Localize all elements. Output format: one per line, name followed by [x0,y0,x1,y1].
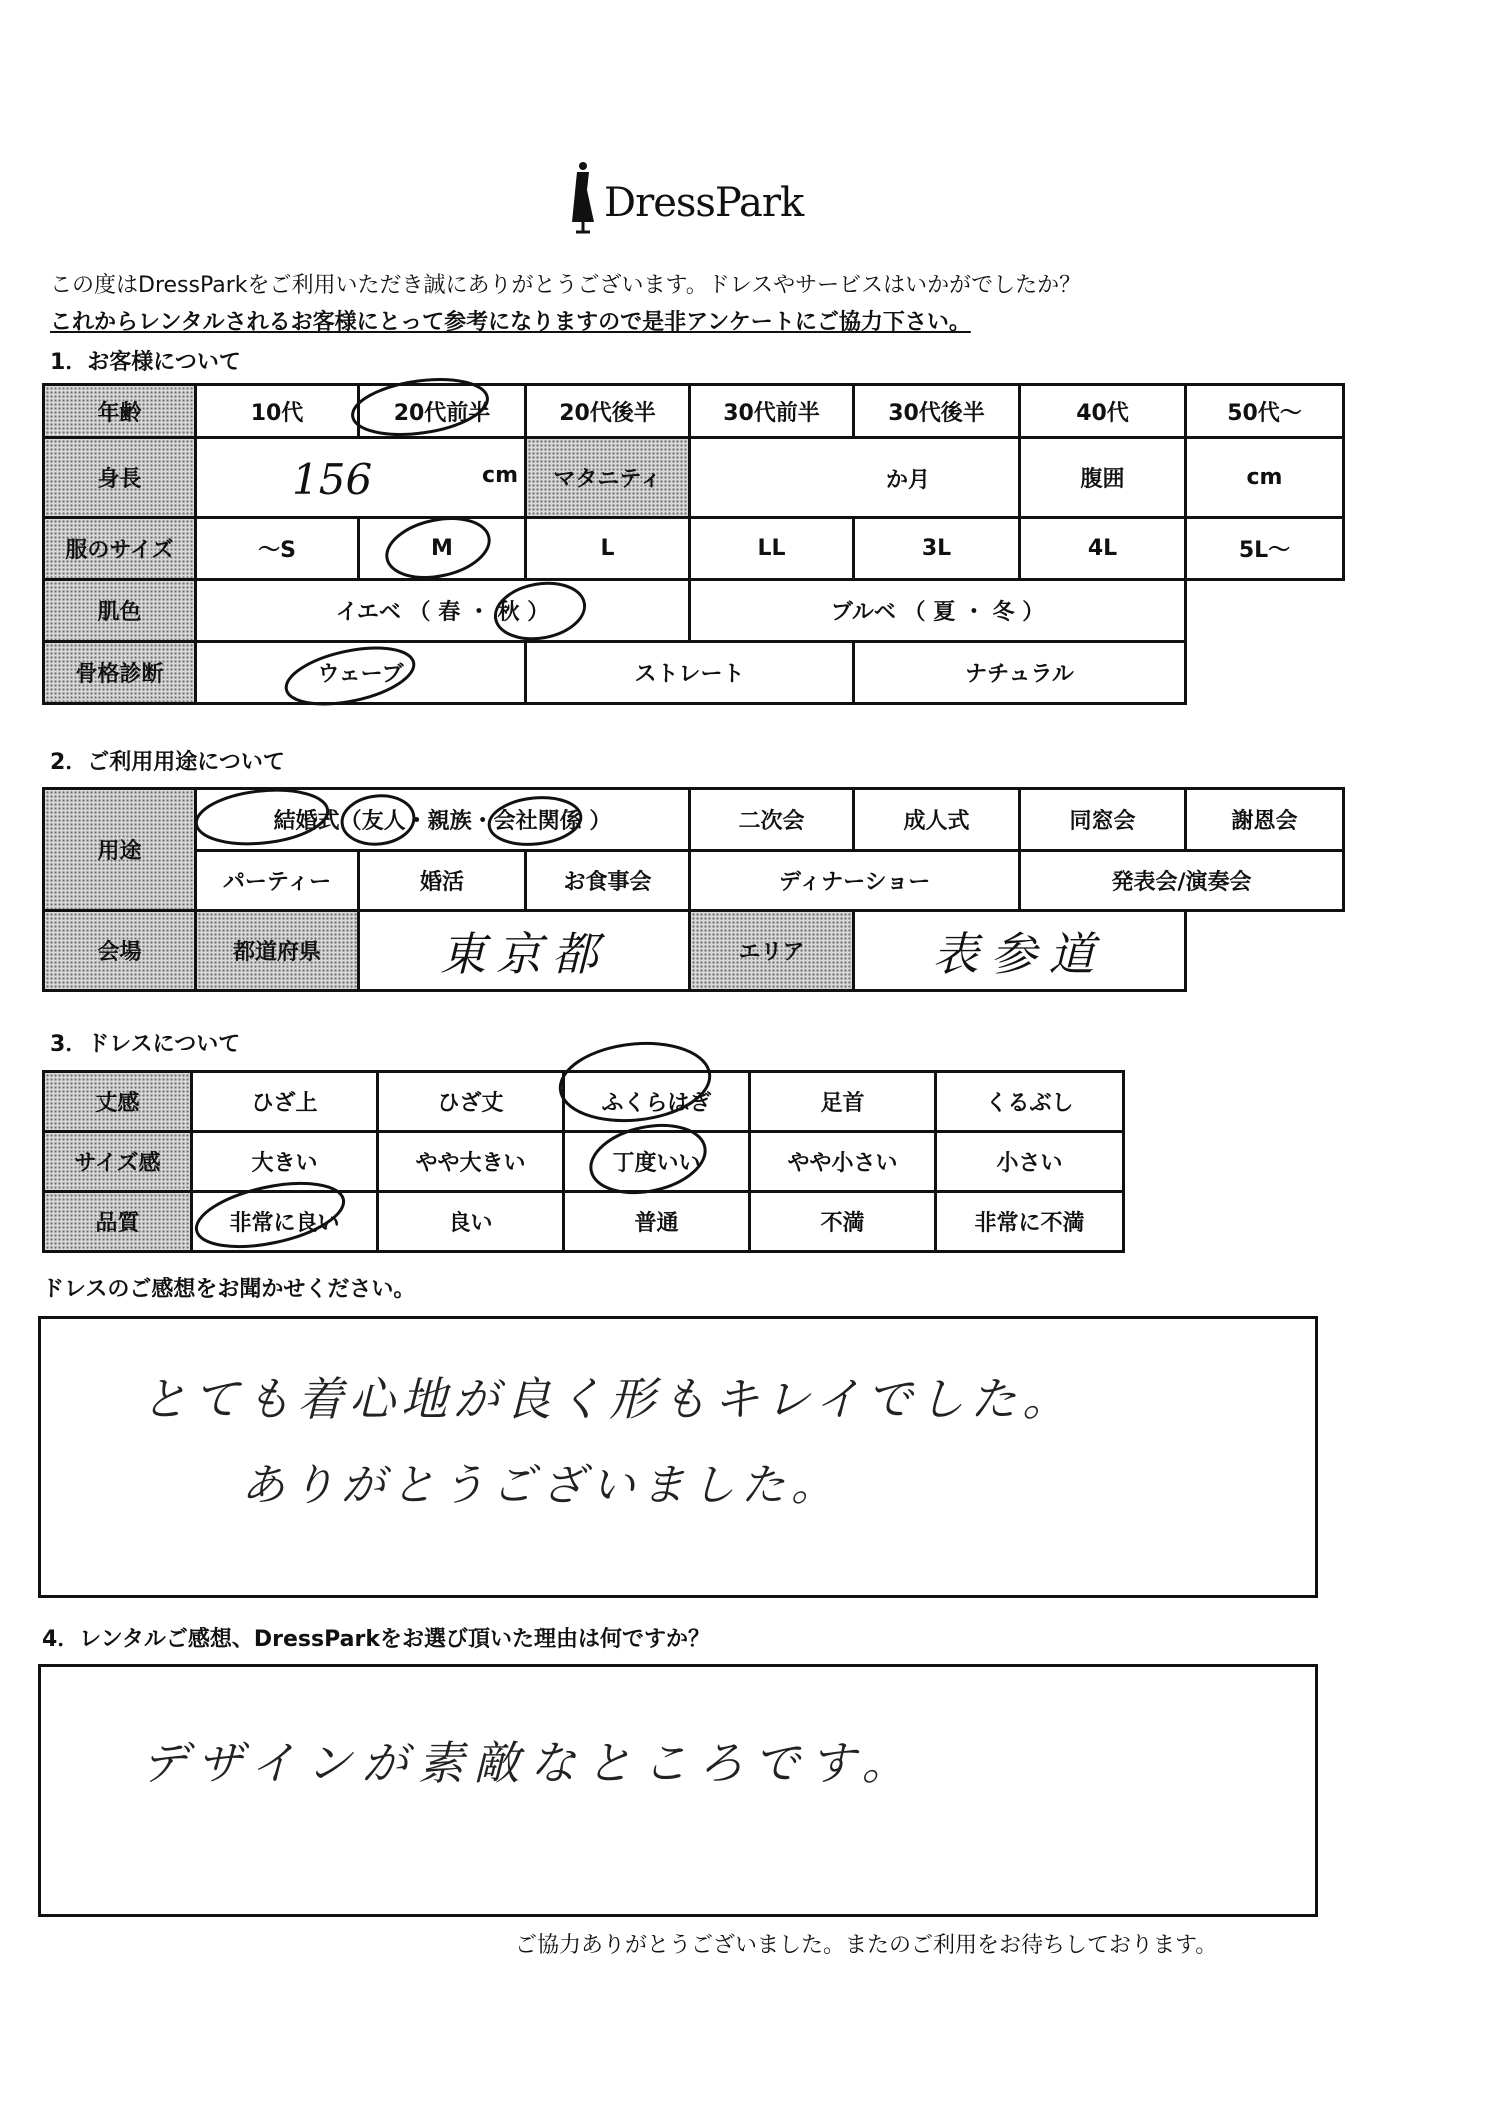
usage-option[interactable]: ディナーショー [690,851,1020,911]
waist-unit[interactable]: cm [1186,438,1344,518]
prefecture-label: 都道府県 [196,911,359,991]
quality-option[interactable]: 良い [378,1192,564,1252]
age-option[interactable]: 10代 [196,385,359,438]
reason-box[interactable] [38,1664,1318,1917]
age-option[interactable]: 40代 [1020,385,1186,438]
usage-option[interactable]: 同窓会 [1020,789,1186,851]
dress-comment-box[interactable] [38,1316,1318,1598]
bone-option[interactable]: ストレート [526,642,854,704]
usage-table [42,787,1345,992]
usage-option[interactable]: 発表会/演奏会 [1020,851,1344,911]
section2-title: 2．ご利用用途について [50,750,285,775]
age-option[interactable]: 20代後半 [526,385,690,438]
height-field[interactable] [196,438,526,518]
maternity-label: マタニティ [526,438,690,518]
usage-option[interactable]: 二次会 [690,789,854,851]
usage-option[interactable]: パーティー [196,851,359,911]
length-option[interactable]: くるぶし [936,1072,1124,1132]
length-option-selected[interactable]: ふくらはぎ [564,1072,750,1132]
skin-yellow-option[interactable]: イエベ （ 春 ・ 秋 ） [196,580,690,642]
area-field[interactable] [854,911,1186,991]
venue-label: 会場 [44,911,196,991]
fit-option[interactable]: やや大きい [378,1132,564,1192]
usage-option[interactable]: お食事会 [526,851,690,911]
quality-option[interactable]: 普通 [564,1192,750,1252]
brand-name: DressPark [604,180,804,226]
size-option[interactable]: L [526,518,690,580]
section4-title: 4．レンタルご感想、DressParkをお選び頂いた理由は何ですか？ [42,1627,710,1652]
quality-option-selected[interactable]: 非常に良い [192,1192,378,1252]
size-option[interactable]: ～S [196,518,359,580]
skin-blue-option[interactable]: ブルベ （ 夏 ・ 冬 ） [690,580,1186,642]
fit-option-selected[interactable]: 丁度いい [564,1132,750,1192]
months-unit: か月 [886,468,931,493]
dress-table [42,1070,1125,1253]
usage-option[interactable]: 婚活 [359,851,526,911]
fit-option[interactable]: やや小さい [750,1132,936,1192]
fit-option[interactable]: 小さい [936,1132,1124,1192]
wedding-option[interactable]: 結婚式（友人・親族・会社関係 ） [196,789,690,851]
height-label: 身長 [44,438,196,518]
height-unit: cm [482,463,518,488]
age-option-selected[interactable]: 20代前半 [359,385,526,438]
maternity-months-field[interactable] [690,438,1020,518]
usage-label: 用途 [44,789,196,911]
size-label: 服のサイズ [44,518,196,580]
age-label: 年齢 [44,385,196,438]
dress-logo-icon [568,160,598,234]
size-option[interactable]: 5L～ [1186,518,1344,580]
age-option[interactable]: 50代～ [1186,385,1344,438]
bone-option-selected[interactable]: ウェーブ [196,642,526,704]
skin-label: 肌色 [44,580,196,642]
quality-option[interactable]: 非常に不満 [936,1192,1124,1252]
prefecture-value: 東京都 [440,926,609,981]
fit-label: サイズ感 [44,1132,192,1192]
area-value: 表参道 [932,926,1107,981]
customer-table [42,383,1345,705]
quality-option[interactable]: 不満 [750,1192,936,1252]
size-option[interactable]: 3L [854,518,1020,580]
intro-line-1: この度はDressParkをご利用いただき誠にありがとうございます。ドレスやサービスはいかがでしたか？ [50,273,1082,298]
length-label: 丈感 [44,1072,192,1132]
dress-comment-label: ドレスのご感想をお聞かせください。 [42,1277,416,1302]
size-option[interactable]: 4L [1020,518,1186,580]
size-option-selected[interactable]: M [359,518,526,580]
fit-option[interactable]: 大きい [192,1132,378,1192]
dress-comment-line-1: とても着心地が良く形もキレイでした。 [141,1372,1075,1426]
footer-thanks: ご協力ありがとうございました。またのご利用をお待ちしております。 [515,1933,1218,1958]
section3-title: 3．ドレスについて [50,1032,241,1057]
age-option[interactable]: 30代前半 [690,385,854,438]
height-value: 156 [292,455,373,504]
section1-title: 1．お客様について [50,350,241,375]
size-option[interactable]: LL [690,518,854,580]
prefecture-field[interactable] [359,911,690,991]
length-option[interactable]: ひざ丈 [378,1072,564,1132]
dress-comment-line-2: ありがとうございました。 [241,1460,841,1511]
area-label: エリア [690,911,854,991]
length-option[interactable]: 足首 [750,1072,936,1132]
age-option[interactable]: 30代後半 [854,385,1020,438]
intro-line-2: これからレンタルされるお客様にとって参考になりますので是非アンケートにご協力下さい。 [50,310,971,335]
bone-option[interactable]: ナチュラル [854,642,1186,704]
quality-label: 品質 [44,1192,192,1252]
waist-label: 腹囲 [1020,438,1186,518]
reason-answer: デザインが素敵なところです。 [141,1736,918,1790]
usage-option[interactable]: 成人式 [854,789,1020,851]
bone-label: 骨格診断 [44,642,196,704]
length-option[interactable]: ひざ上 [192,1072,378,1132]
usage-option[interactable]: 謝恩会 [1186,789,1344,851]
